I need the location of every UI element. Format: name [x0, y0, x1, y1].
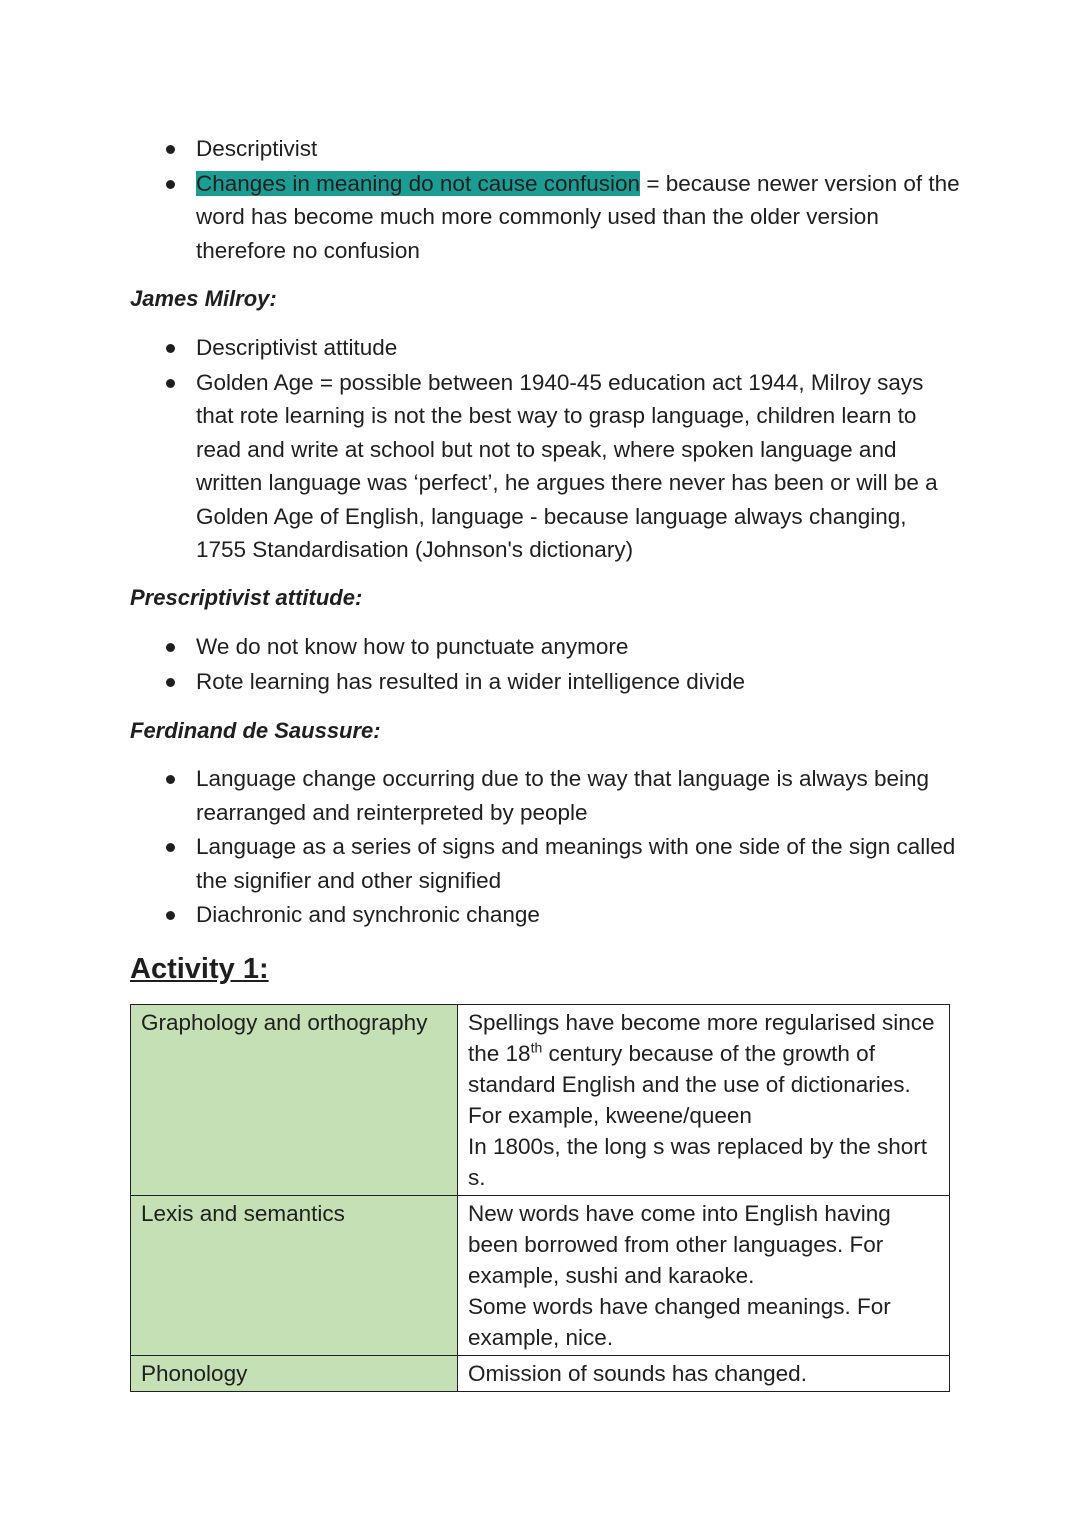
- table-cell-label: Graphology and orthography: [131, 1005, 458, 1196]
- list-item: [160, 366, 960, 567]
- list-item: [160, 830, 960, 897]
- table-row: [131, 1005, 950, 1196]
- list-item-text: Golden Age = possible between 1940-45 education act 1944, Milroy says that rote learning is not the best way to grasp language, children learn to read and write at school but not to speak, where spoken language and written language was ‘perfect’, he argues there never has been or will be a Golden Age of English, language - because language always changing, 1755 Standardisation (Johnson's dictionary): [196, 369, 938, 562]
- list-item-text: We do not know how to punctuate anymore: [196, 634, 629, 659]
- bullet-icon: [166, 775, 175, 784]
- activity-title: Activity 1:: [130, 953, 269, 985]
- description-text: Omission of sounds has changed.: [468, 1361, 807, 1386]
- intro-bullet-list: [160, 132, 960, 268]
- superscript-text: th: [530, 1039, 543, 1056]
- list-item: [160, 898, 960, 932]
- highlighted-text: Changes in meaning do not cause confusion: [196, 170, 641, 196]
- list-item: [160, 665, 960, 699]
- bullet-icon: [166, 180, 175, 189]
- activity-table: [130, 1004, 950, 1392]
- list-item: [160, 132, 960, 166]
- description-text: In 1800s, the long s was replaced by the short s.: [468, 1134, 928, 1190]
- table-cell-description: [458, 1356, 950, 1392]
- description-text: Some words have changed meanings. For example, nice.: [468, 1294, 891, 1350]
- table-cell-label: Phonology: [131, 1356, 458, 1392]
- prescriptivist-bullet-list: [160, 630, 960, 699]
- description-text: New words have come into English having been borrowed from other languages. For example, sushi and karaoke.: [468, 1201, 891, 1288]
- description-text: century because of the growth of standard English and the use of dictionaries. For example, kweene/queen: [468, 1041, 911, 1128]
- list-item: [160, 630, 960, 664]
- bullet-icon: [166, 911, 175, 920]
- bullet-icon: [166, 643, 175, 652]
- table-row: [131, 1356, 950, 1392]
- bullet-icon: [166, 344, 175, 353]
- list-item: [160, 762, 960, 829]
- list-item-text: Descriptivist: [196, 136, 318, 161]
- bullet-icon: [166, 379, 175, 388]
- description-text: Spellings have become more regularised since the 18: [468, 1010, 935, 1066]
- saussure-bullet-list: [160, 762, 960, 933]
- milroy-bullet-list: [160, 331, 960, 568]
- list-item-text: Diachronic and synchronic change: [196, 902, 540, 927]
- list-item-text: Language change occurring due to the way that language is always being rearranged and reinterpreted by people: [196, 766, 930, 825]
- section-heading-prescriptivist: Prescriptivist attitude:: [130, 585, 363, 610]
- list-item-text: Descriptivist attitude: [196, 335, 398, 360]
- bullet-icon: [166, 843, 175, 852]
- list-item: [160, 167, 960, 268]
- table-cell-description: [458, 1196, 950, 1356]
- list-item-text: Language as a series of signs and meanings with one side of the sign called the signifier and other signified: [196, 834, 956, 893]
- section-heading-saussure: Ferdinand de Saussure:: [130, 718, 381, 743]
- bullet-icon: [166, 145, 175, 154]
- table-cell-label: Lexis and semantics: [131, 1196, 458, 1356]
- list-item-text: = because newer version of the word has become much more commonly used than the older version therefore no confusion: [196, 170, 960, 263]
- table-cell-description: [458, 1005, 950, 1196]
- table-row: [131, 1196, 950, 1356]
- list-item-text: Rote learning has resulted in a wider intelligence divide: [196, 668, 746, 694]
- section-heading-milroy: James Milroy:: [130, 286, 277, 311]
- bullet-icon: [166, 678, 175, 687]
- list-item: [160, 331, 960, 365]
